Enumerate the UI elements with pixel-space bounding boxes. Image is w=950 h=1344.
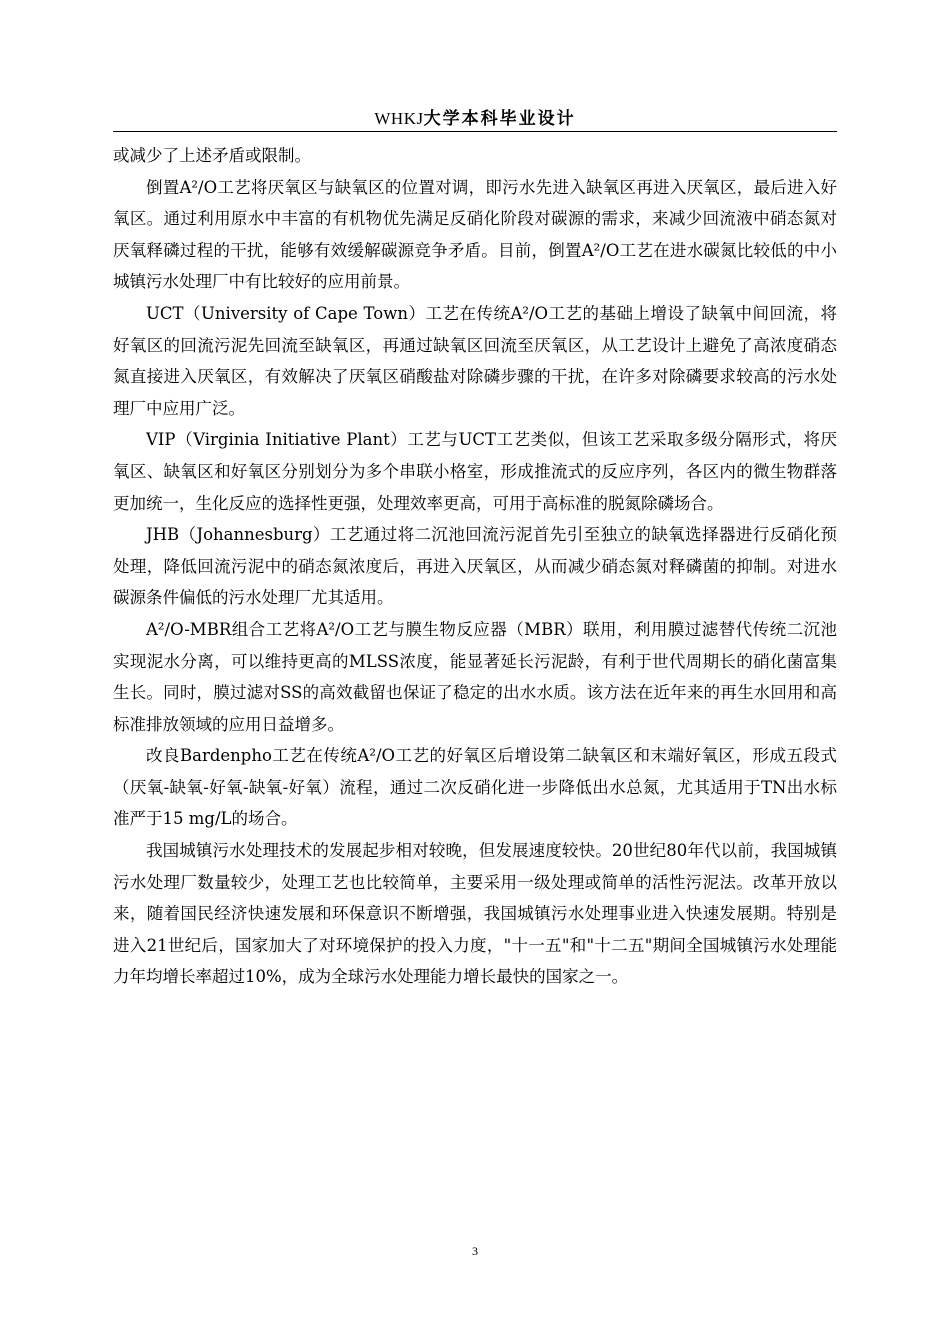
paragraph-bardenpho: 改良Bardenpho工艺在传统A²/O工艺的好氧区后增设第二缺氧区和末端好氧区，形成五段式（厌氧-缺氧-好氧-缺氧-好氧）流程，通过二次反硝化进一步降低出水总氮，尤其适用于TN出水标准严于15 mg/L的场合。 <box>113 746 837 829</box>
header-title: 大学本科毕业设计 <box>423 109 576 129</box>
paragraph-inverted-a2o: 倒置A²/O工艺将厌氧区与缺氧区的位置对调，即污水先进入缺氧区再进入厌氧区，最后进入好氧区。通过利用原水中丰富的有机物优先满足反硝化阶段对碳源的需求，来减少回流液中硝态氮对厌氧释磷过程的干扰，能够有效缓解碳源竞争矛盾。目前，倒置A²/O工艺在进水碳氮比较低的中小城镇污水处理厂中有比较好的应用前景。 <box>113 177 837 292</box>
paragraph-a2o-mbr: A²/O-MBR组合工艺将A²/O工艺与膜生物反应器（MBR）联用，利用膜过滤替代传统二沉池实现泥水分离，可以维持更高的MLSS浓度，能显著延长污泥龄，有利于世代周期长的硝化菌富集生长。同时，膜过滤对SS的高效截留也保证了稳定的出水水质。该方法在近年来的再生水回用和高标准排放领域的应用日益增多。 <box>113 619 837 734</box>
header-divider <box>113 131 837 132</box>
page-number: 3 <box>472 1244 478 1258</box>
page-header <box>113 106 837 131</box>
paragraph-jhb: JHB（Johannesburg）工艺通过将二沉池回流污泥首先引至独立的缺氧选择器进行反硝化预处理，降低回流污泥中的硝态氮浓度后，再进入厌氧区，从而减少硝态氮对释磷菌的抑制。对进水碳源条件偏低的污水处理厂尤其适用。 <box>113 525 837 608</box>
paragraph-china-development: 我国城镇污水处理技术的发展起步相对较晚，但发展速度较快。20世纪80年代以前，我国城镇污水处理厂数量较少，处理工艺也比较简单，主要采用一级处理或简单的活性污泥法。改革开放以来，随着国民经济快速发展和环保意识不断增强，我国城镇污水处理事业进入快速发展期。特别是进入21世纪后，国家加大了对环境保护的投入力度，"十一五"和"十二五"期间全国城镇污水处理能力年均增长率超过10%，成为全球污水处理能力增长最快的国家之一。 <box>113 841 837 987</box>
header-latin-text: WHKJ <box>374 109 424 128</box>
paragraph-vip: VIP（Virginia Initiative Plant）工艺与UCT工艺类似，但该工艺采取多级分隔形式，将厌氧区、缺氧区和好氧区分别划分为多个串联小格室，形成推流式的反应序列，各区内的微生物群落更加统一，生化反应的选择性更强，处理效率更高，可用于高标准的脱氮除磷场合。 <box>113 430 837 513</box>
paragraph-uct: UCT（University of Cape Town）工艺在传统A²/O工艺的基础上增设了缺氧中间回流，将好氧区的回流污泥先回流至缺氧区，再通过缺氧区回流至厌氧区，从工艺设计上避免了高浓度硝态氮直接进入厌氧区，有效解决了厌氧区硝酸盐对除磷步骤的干扰，在许多对除磷要求较高的污水处理厂中应用广泛。 <box>113 303 837 418</box>
body-text <box>113 140 837 993</box>
paragraph-continued: 或减少了上述矛盾或限制。 <box>113 146 311 165</box>
